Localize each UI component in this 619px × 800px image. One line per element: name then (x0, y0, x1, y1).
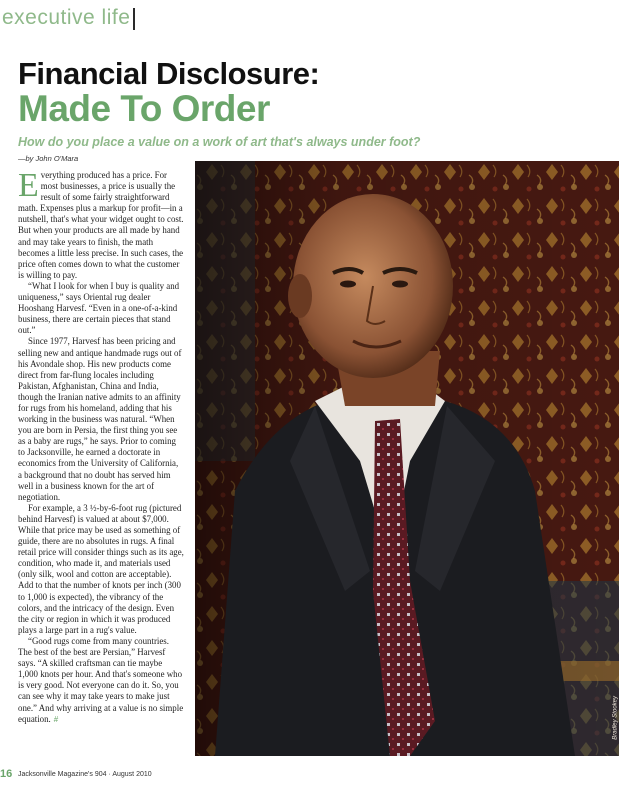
footer-publication: Jacksonville Magazine's 904 · August 2010 (18, 771, 152, 778)
deck-subheadline: How do you place a value on a work of art that's always under foot? (18, 135, 421, 149)
byline: —by John O'Mara (18, 154, 79, 163)
drop-cap: E (18, 170, 39, 204)
paragraph-4: For example, a 3 ½-by-6-foot rug (pictured behind Harvesf) is valued at about $7,000. While that price may be used as something of guide, there are no absolutes in rugs. A final retail price will consider things such as its age, condition, who made it, and materials used (only silk, wool and cotton are acceptable). Add to that the number of knots per inch (300 to 1,000 is expected), the vibrancy of the colors, and the intricacy of the design. Even the city or region in which it was produced plays a large part in a rug's value. (18, 502, 184, 635)
paragraph-1-text: verything produced has a price. For most businesses, a price is usually the result of some fairly straightforward math. Expenses plus a markup for profit—in a nutshell, that's what your widget ought to cost. But when your products are all made by hand and may take years to finish, the math becomes a little less precise. In such cases, the price often comes down to what the customer is willing to pay. (18, 170, 184, 280)
section-divider (133, 8, 135, 30)
page-number: 16 (0, 768, 13, 780)
paragraph-5-text: “Good rugs come from many countries. The best of the best are Persian,” Harvesf says. “A skilled craftsman can tie maybe 1,000 knots per hour. And that's someone who is very good. Not everyone can do it. So, you can see why it may take years to make just one.” And why arriving at a value is no simple equation. (18, 635, 184, 724)
paragraph-5 (18, 636, 184, 725)
portrait-photo (195, 161, 619, 756)
paragraph-2: “What I look for when I buy is quality and uniqueness,” says Oriental rug dealer Hooshang Harvesf. “Even in a one-of-a-kind business, there are certain pieces that stand out.” (18, 280, 180, 336)
paragraph-3: Since 1977, Harvesf has been pricing and selling new and antique handmade rugs out of his Avondale shop. His new products come direct from far-flung locales including Pakistan, Afghanistan, China and India, though the Iranian native admits to an affinity for rugs from his homeland, adding that his working in the business was natural. “When you are born in Persia, the first thing you see as a baby are rugs,” he says. Prior to coming to Jacksonville, he earned a doctorate in economics from the University of California, a background that no doubt has served him well in a business known for the art of negotiation. (18, 336, 182, 502)
end-mark: # (53, 714, 59, 724)
portrait-illustration (195, 161, 619, 756)
headline-line-2: Made To Order (18, 88, 270, 129)
photo-credit: Bradley Stookey (613, 696, 619, 740)
paragraph-1 (18, 170, 184, 281)
headline-line-1: Financial Disclosure: (18, 56, 320, 91)
article-body (18, 170, 184, 740)
section-label: executive life (2, 6, 131, 29)
